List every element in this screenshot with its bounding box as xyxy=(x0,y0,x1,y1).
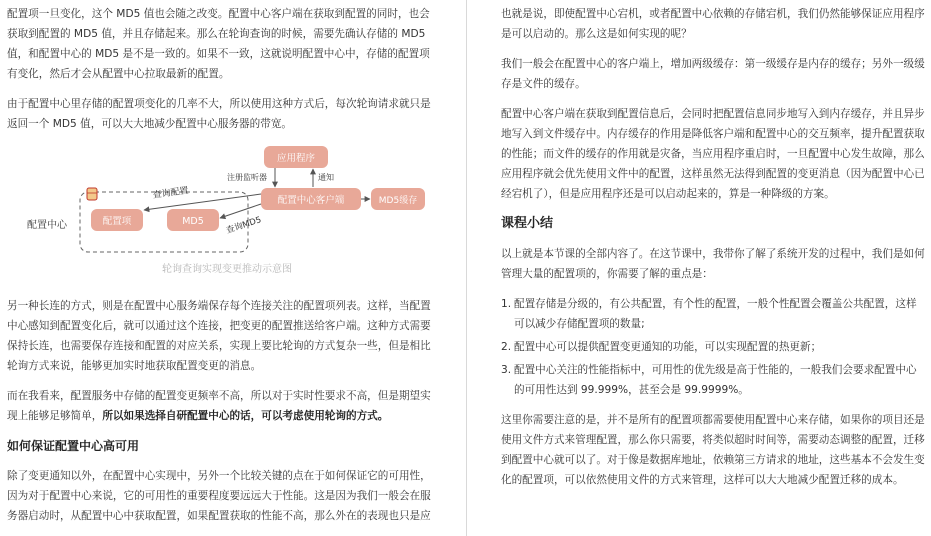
summary-list xyxy=(501,294,926,400)
config-item-label: 配置项 xyxy=(102,216,132,227)
figure-caption: 轮询查询实现变更推动示意图 xyxy=(162,264,292,275)
paragraph: 也就是说，即使配置中心宕机，或者配置中心依赖的存储宕机，我们仍然能够保证应用程序是可以启动的。那么这是如何实现的呢？ xyxy=(501,8,925,40)
paragraph: 以上就是本节课的全部内容了。在这节课中，我带你了解了系统开发的过程中，我们是如何管理大量的配置项的，你需要了解的重点是： xyxy=(501,248,925,280)
list-text: 配置中心关注的性能指标中，可用性的优先级是高于性能的，一般我们会要求配置中心的可用性达到 99.999%，甚至会是 99.9999%。 xyxy=(514,364,917,396)
paragraph: 配置中心客户端在获取到配置信息后，会同时把配置信息同步地写入到内存缓存，并且异步地写入到文件缓存中。内存缓存的作用是降低客户端和配置中心的交互频率，提升配置获取的性能；而文件的缓存的作用就是灾备，当应用程序重启时，一旦配置中心发生故障，那么应用程序就会优先使用文件中的配置，这样虽然无法得到配置的变更消息（因为配置中心已经宕机了），但是应用程序还是可以启动起来的，算是一种降级的方案。 xyxy=(501,108,925,200)
paragraph xyxy=(7,386,435,426)
md5-cache-label: MD5缓存 xyxy=(378,196,418,206)
list-item xyxy=(501,337,926,357)
list-text: 配置存储是分级的，有公共配置，有个性的配置，一般个性配置会覆盖公共配置，这样可以减少存储配置项的数量; xyxy=(514,298,917,330)
left-column xyxy=(0,0,465,536)
query-md5-label: 查询MD5 xyxy=(225,215,263,236)
paragraph: 除了变更通知以外，在配置中心实现中，另外一个比较关键的点在于如何保证它的可用性，因为对于配置中心来说，它的可用性的重要程度要远远大于性能。这是因为我们一般会在服务器启动时，从配置中心中获取配置，如果配置获取的性能不高，那么外在的表现也只是应 xyxy=(7,470,431,522)
list-item xyxy=(501,294,926,334)
right-column xyxy=(466,0,931,536)
paragraph: 由于配置中心里存储的配置项变化的几率不大，所以使用这种方式后，每次轮询请求就只是返回一个 MD5 值，可以大大地减少配置中心服务器的带宽。 xyxy=(7,98,431,130)
paragraph: 这里你需要注意的是，并不是所有的配置项都需要使用配置中心来存储，如果你的项目还是使用文件方式来管理配置，那么你只需要，将类似超时时间等，需要动态调整的配置，迁移到配置中心就可以了。对于像是数据库地址，依赖第三方请求的地址，这些基本不会发生变化的配置项，可以依然使用文件的方式来管理，这样可以大大地减少配置迁移的成本。 xyxy=(501,414,925,486)
list-text: 配置中心可以提供配置变更通知的功能，可以实现配置的热更新； xyxy=(514,341,822,353)
polling-diagram xyxy=(7,144,447,284)
paragraph: 我们一般会在配置中心的客户端上，增加两级缓存：第一级缓存是内存的缓存；另外一级缓存是文件的缓存。 xyxy=(501,58,925,90)
notify-label: 通知 xyxy=(318,173,334,182)
paragraph-text: 而在我看来，配置服务中存储的配置变更频率不高，所以对于实时性要求不高，但是期望实现上能够足够简单， xyxy=(7,390,431,422)
list-number: 2. xyxy=(501,341,512,353)
list-item xyxy=(501,360,926,400)
database-icon xyxy=(87,188,97,200)
client-label: 配置中心客户端 xyxy=(277,195,345,206)
list-number: 1. xyxy=(501,298,512,310)
app-label: 应用程序 xyxy=(276,153,316,164)
register-label: 注册监听器 xyxy=(227,173,267,182)
md5-label: MD5 xyxy=(182,216,204,227)
list-number: 3. xyxy=(501,364,512,376)
paragraph: 配置项一旦变化，这个 MD5 值也会随之改变。配置中心客户端在获取到配置的同时，也会获取到配置的 MD5 值，并且存储起来。那么在轮询查询的时候，需要先确认存储的 MD5 值，和配置中心的 MD5 是不是一致的。如果不一致，这就说明配置中心中，存储的配置项有变化，然后才会从配置中心拉取最新的配置。 xyxy=(7,8,430,80)
bold-conclusion: 所以如果选择自研配置中心的话，可以考虑使用轮询的方式。 xyxy=(102,410,389,422)
paragraph: 另一种长连的方式，则是在配置中心服务端保存每个连接关注的配置项列表。这样，当配置中心感知到配置变化后，就可以通过这个连接，把变更的配置推送给客户端。这种方式需要保持长连，也需要保存连接和配置的对应关系，实现上要比轮询的方式复杂一些，但是相比轮询方式来说，能够更加实时地获取配置变更的消息。 xyxy=(7,300,431,372)
section-heading: 如何保证配置中心高可用 xyxy=(7,439,140,453)
query-config-label: 查询配置 xyxy=(152,186,190,201)
summary-heading: 课程小结 xyxy=(501,216,554,231)
config-center-label: 配置中心 xyxy=(27,220,67,231)
